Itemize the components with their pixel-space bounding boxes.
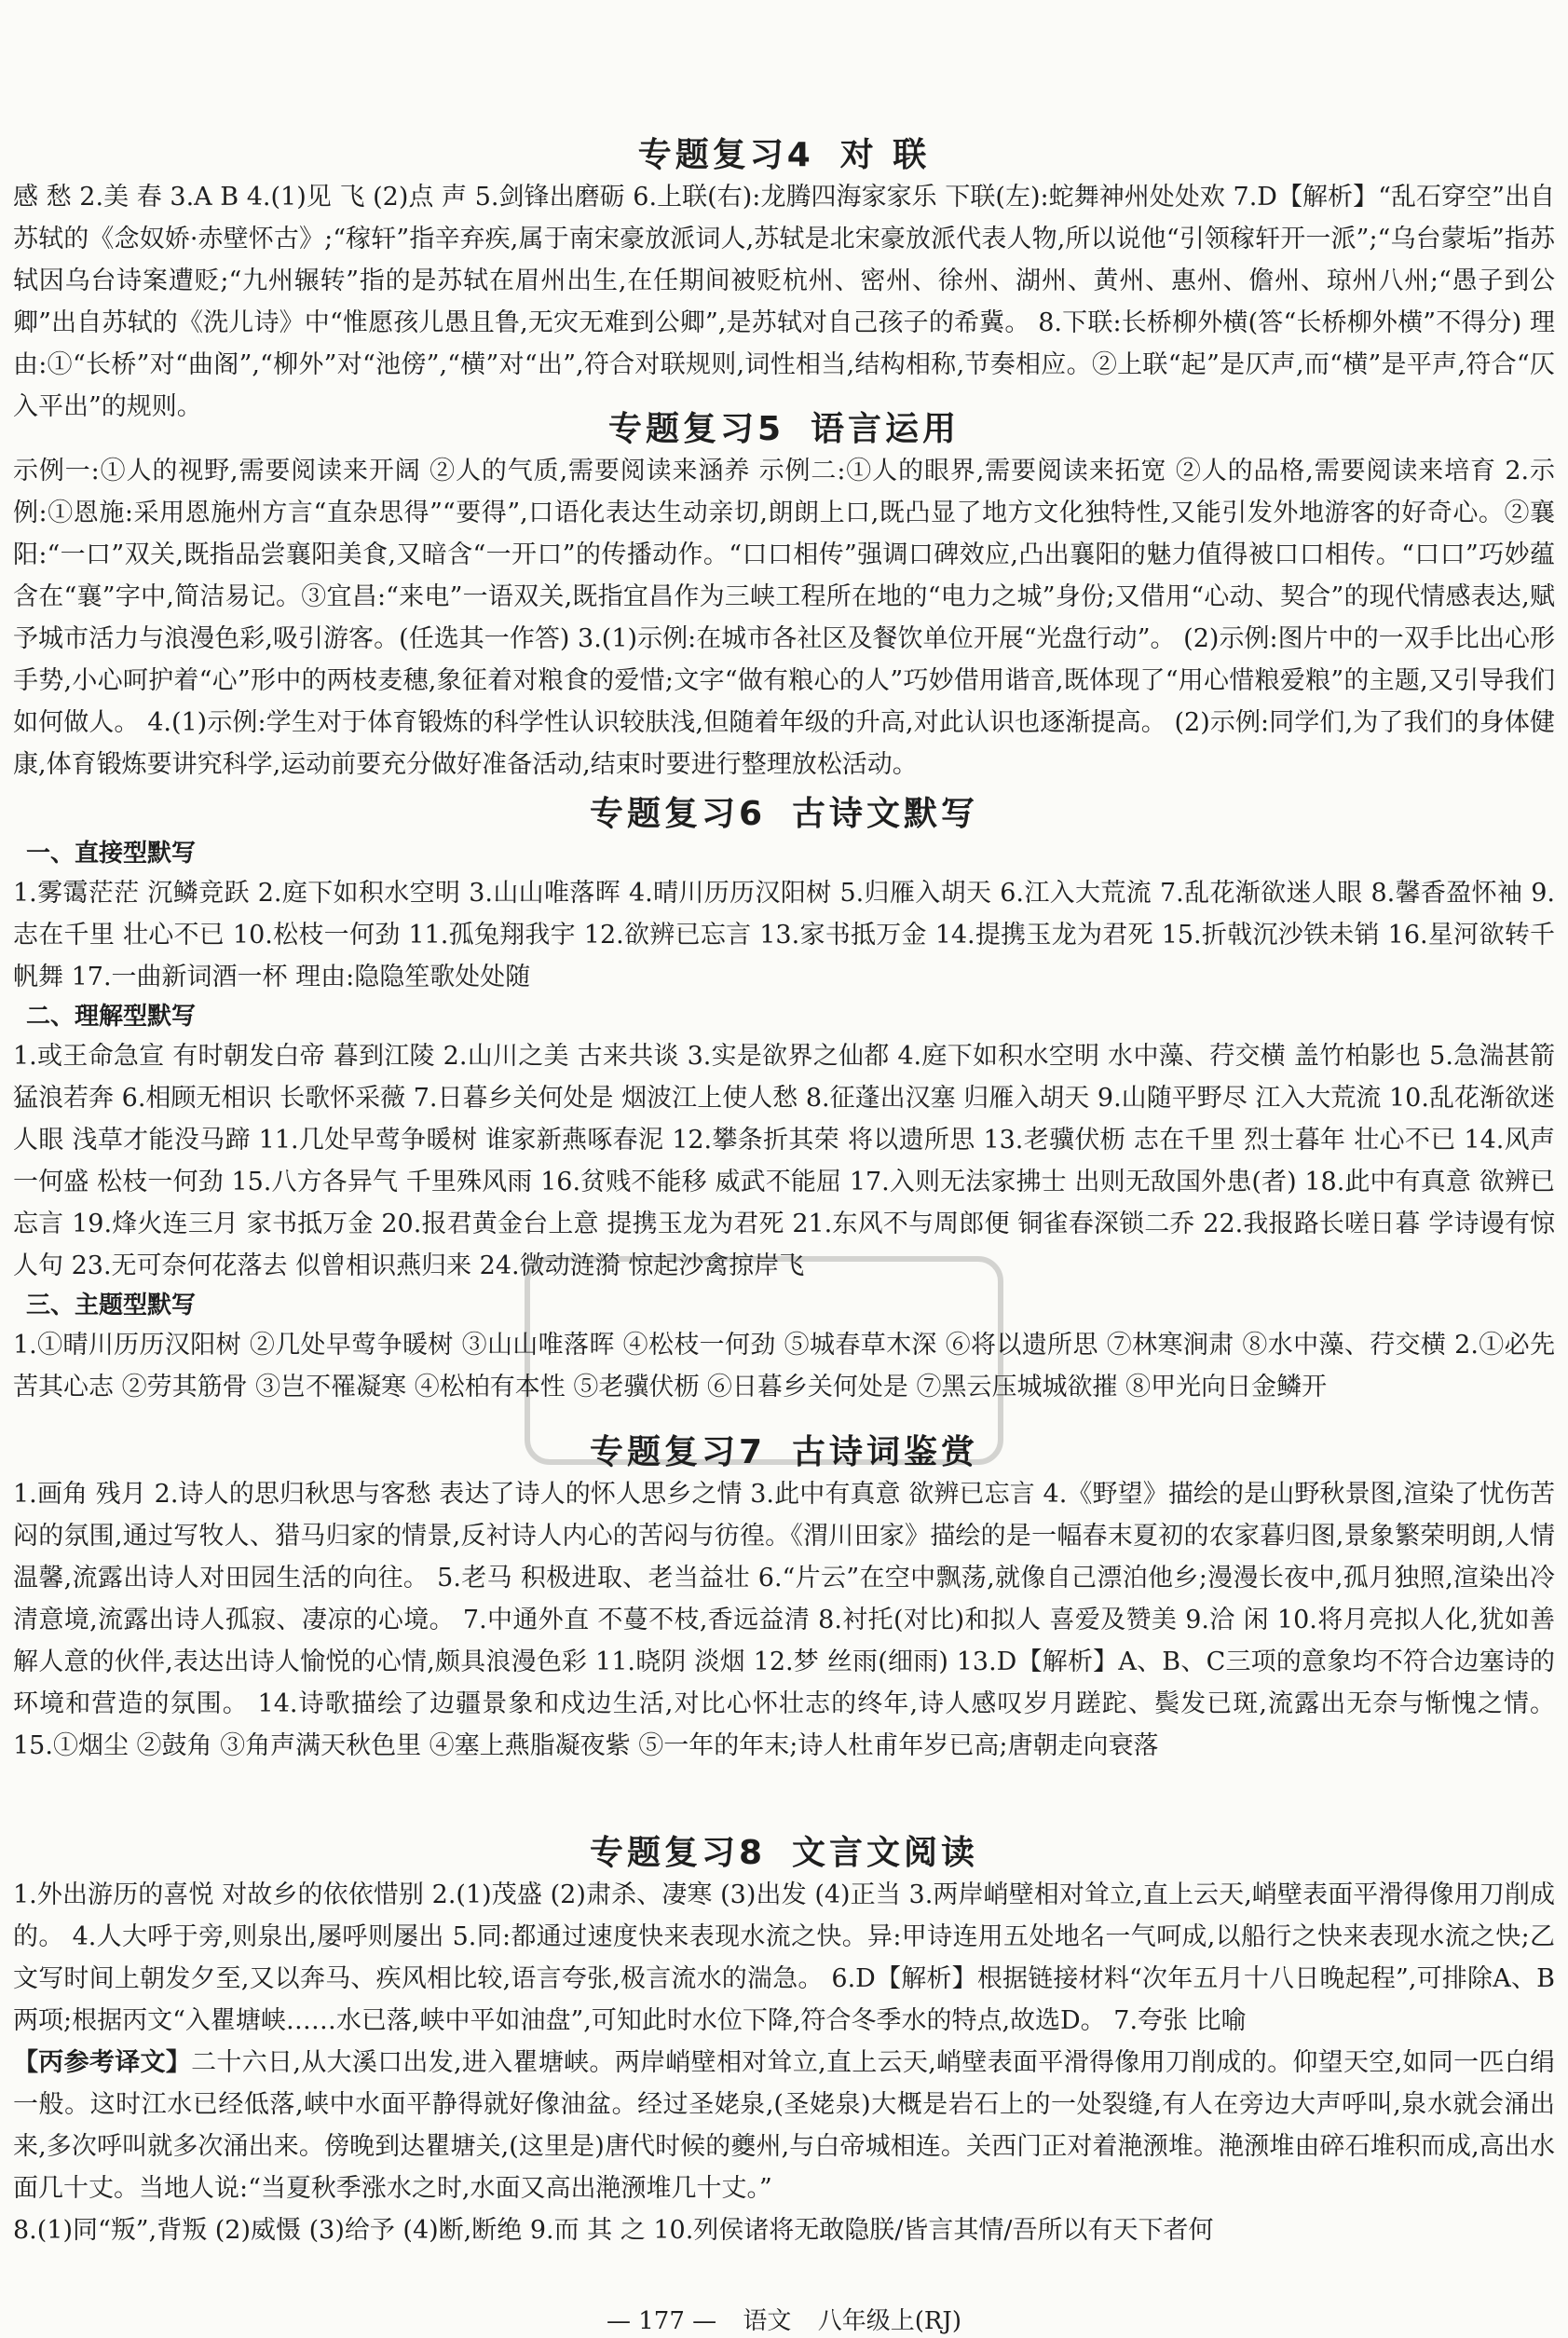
section-number: 专题复习5 (607, 410, 785, 448)
answer-paragraph: 8.(1)同“叛”,背叛 (2)威慑 (3)给予 (4)断,断绝 9.而 其 之 10.列侯诸将无敢隐朕/皆言其情/吾所以有天下者何 (13, 2216, 1214, 2245)
translation-text: 二十六日,从大溪口出发,进入瞿塘峡。两岸峭壁相对耸立,直上云天,峭壁表面平滑得像用刀削成的。仰望天空,如同一匹白绢一般。这时江水已经低落,峡中水面平静得就好像油盆。经过圣姥泉,(圣姥泉)大概是岩石上的一处裂缝,有人在旁边大声呼叫,泉水就会涌出来,多次呼叫就多次涌出来。 (13, 2048, 1555, 2161)
group-heading: 二、理解型默写 (26, 1003, 197, 1031)
page-number: — 177 — (607, 2307, 717, 2335)
section-title (0, 1426, 1568, 1473)
section-subtitle: 语言运用 (811, 410, 961, 448)
section-title (0, 129, 1568, 176)
section-subtitle: 对 联 (839, 136, 931, 174)
answer-paragraph: 1.外出游历的喜悦 对故乡的依依惜别 2.(1)茂盛 (2)肃杀、凄寒 (3)出发 (4)正当 3.两岸峭壁相对耸立,直上云天,峭壁表面平滑得像用刀削成的。 4.人大呼于旁,则泉出,屡呼则屡出 5.同:都通过速度快来表现水流之快。异:甲诗连用五处地名一气呵成,以船行之快来表现水流之快;乙文写时间上朝发夕至,又以奔马、疾风相比较,语言夸张,极言流水的湍急。 6.D【解析】根据链接材料“次年五月十八日晚起程”,可排除A、B两项;根据丙文“入瞿塘峡……水已落,峡中平如油盘”,可知此时水位下降,符合冬季水的特点,故选D。 7.夸张 比喻 (13, 1880, 1555, 2035)
section-6 (0, 787, 1568, 1408)
section-title (0, 403, 1568, 450)
translation-paragraph (0, 2042, 1568, 2209)
section-title (0, 787, 1568, 835)
section-subtitle: 古诗文默写 (792, 795, 979, 833)
section-7 (0, 1426, 1568, 1767)
section-5 (0, 403, 1568, 786)
answer-paragraph: 示例一:①人的视野,需要阅读来开阔 ②人的气质,需要阅读来涵养 示例二:①人的眼界,需要阅读来拓宽 ②人的品格,需要阅读来培育 2.示例:①恩施:采用恩施州方言“直杂思得”“要得”,口语化表达生动亲切,朗朗上口,既凸显了地方文化独特性,又能引发外地游客的好奇心。②襄阳:“一口”双关,既指品尝襄阳美食,又暗含“一开口”的传播动作。“口口相传”强调口碑效应,凸出襄阳的魅力值得被口口相传。“口口”巧妙蕴含在“襄”字中,简洁易记。③宜昌:“来电”一语双关,既指宜昌作为三峡工程所在地的“电力之城”身份;又借用“心动、契合”的现代情感表达,赋予城市活力与浪漫色彩,吸引游客。(任选其一作答) 3.(1)示例:在城市各社区及餐饮单位开展“光盘行动”。 (2)示例:图片中的一双手比出心形手势,小心呵护着“心”形中的两枝麦穗,象征着对粮食的爱惜;文字“做有粮心的人”巧妙借用谐音,既体现了“用心惜粮爱粮”的主题,又引导我们如何做人。 4.(1)示例:学生对于体育锻炼的科学性认识较肤浅,但随着年级的升高,对此认识也逐渐提高。 (2)示例:同学们,为了我们的身体健康,体育锻炼要讲究科学,运动前要充分做好准备活动,结束时要进行整理放松活动。 (13, 457, 1555, 779)
section-8 (0, 1826, 1568, 2251)
answer-paragraph: 1.①晴川历历汉阳树 ②几处早莺争暖树 ③山山唯落晖 ④松枝一何劲 ⑤城春草木深 ⑥将以遗所思 ⑦林寒涧肃 ⑧水中藻、荇交横 2.①必先苦其心志 ②劳其筋骨 ③岂不罹凝寒 ④松柏有本性 ⑤老骥伏枥 ⑥日暮乡关何处是 ⑦黑云压城城欲摧 ⑧甲光向日金鳞开 (13, 1331, 1555, 1401)
answer-paragraph: 1.或王命急宣 有时朝发白帝 暮到江陵 2.山川之美 古来共谈 3.实是欲界之仙都 4.庭下如积水空明 水中藻、荇交横 盖竹柏影也 5.急湍甚箭 猛浪若奔 6.相顾无相识 长歌怀采薇 7.日暮乡关何处是 烟波江上使人愁 8.征蓬出汉塞 归雁入胡天 9.山随平野尽 江入大荒流 10.乱花渐欲迷人眼 浅草才能没马蹄 11.几处早莺争暖树 谁家新燕啄春泥 12.攀条折其荣 将以遗所思 13.老骥伏枥 志在千里 烈士暮年 壮心不已 14.风声一何盛 松枝一何劲 15.八方各异气 千里殊风雨 16.贫贱不能移 威武不能屈 17.入则无法家拂士 出则无敌国外患(者) 18.此中有真意 欲辨已忘言 19.烽火连三月 家书抵万金 20.报君黄金台上意 提携玉龙为君死 21.东风不与周郎便 铜雀春深锁二乔 22.我报路长嗟日暮 学诗谩有惊人句 23.无可奈何花落去 似曾相识燕归来 24.微动涟漪 惊起沙禽掠岸飞 (13, 1042, 1555, 1280)
translation-label: 【丙参考译文】 (13, 2048, 192, 2077)
section-title (0, 1826, 1568, 1874)
group-heading: 三、主题型默写 (26, 1292, 197, 1319)
translation-text-2: 傍晚到达瞿塘关,(这里是)唐代时候的夔州,与白帝城相连。关西门正对着滟滪堆。滟滪堆由碎石堆积而成,高出水面几十丈。当地人说:“当夏秋季涨水之时,水面又高出滟滪堆几十丈。” (13, 2132, 1555, 2203)
section-number: 专题复习4 (637, 136, 814, 174)
section-number: 专题复习6 (589, 795, 767, 833)
grade-label: 八年级上(RJ) (817, 2307, 961, 2335)
page-footer (0, 2302, 1568, 2336)
subject-label: 语文 (743, 2307, 792, 2335)
section-number: 专题复习7 (589, 1433, 767, 1471)
section-4 (0, 129, 1568, 428)
answer-paragraph: 1.雾霭茫茫 沉鳞竞跃 2.庭下如积水空明 3.山山唯落晖 4.晴川历历汉阳树 5.归雁入胡天 6.江入大荒流 7.乱花渐欲迷人眼 8.馨香盈怀袖 9.志在千里 壮心不已 10.松枝一何劲 11.孤兔翔我宇 12.欲辨已忘言 13.家书抵万金 14.提携玉龙为君死 15.折戟沉沙铁未销 16.星河欲转千帆舞 17.一曲新词酒一杯 理由:隐隐笙歌处处随 (13, 879, 1555, 991)
section-number: 专题复习8 (589, 1834, 767, 1872)
section-subtitle: 文言文阅读 (792, 1834, 979, 1872)
answer-paragraph: 感 愁 2.美 春 3.A B 4.(1)见 飞 (2)点 声 5.剑锋出磨砺 6.上联(右):龙腾四海家家乐 下联(左):蛇舞神州处处欢 7.D【解析】“乱石穿空”出自苏轼的《念奴娇·赤壁怀古》;“稼轩”指辛弃疾,属于南宋豪放派词人,苏轼是北宋豪放派代表人物,所以说他“引领稼轩开一派”;“乌台蒙垢”指苏轼因乌台诗案遭贬;“九州辗转”指的是苏轼在眉州出生,在任期间被贬杭州、密州、徐州、湖州、黄州、惠州、儋州、琼州八州;“愚子到公卿”出自苏轼的《洗儿诗》中“惟愿孩儿愚且鲁,无灾无难到公卿”,是苏轼对自己孩子的希冀。 8.下联:长桥柳外横(答“长桥柳外横”不得分) 理由:①“长桥”对“曲阁”,“柳外”对“池傍”,“横”对“出”,符合对联规则,词性相当,结构相称,节奏相应。②上联“起”是仄声,而“横”是平声,符合“仄入平出”的规则。 (13, 183, 1555, 421)
answer-paragraph: 1.画角 残月 2.诗人的思归秋思与客愁 表达了诗人的怀人思乡之情 3.此中有真意 欲辨已忘言 4.《野望》描绘的是山野秋景图,渲染了忧伤苦闷的氛围,通过写牧人、猎马归家的情景,反衬诗人内心的苦闷与彷徨。《渭川田家》描绘的是一幅春末夏初的农家暮归图,景象繁荣明朗,人情温馨,流露出诗人对田园生活的向往。 5.老马 积极进取、老当益壮 6.“片云”在空中飘荡,就像自己漂泊他乡;漫漫长夜中,孤月独照,渲染出冷清意境,流露出诗人孤寂、凄凉的心境。 7.中通外直 不蔓不枝,香远益清 8.衬托(对比)和拟人 喜爱及赞美 9.洽 闲 10.将月亮拟人化,犹如善解人意的伙伴,表达出诗人愉悦的心情,颇具浪漫色彩 11.晓阴 淡烟 12.梦 丝雨(细雨) 13.D【解析】A、B、C三项的意象均不符合边塞诗的环境和营造的氛围。 14.诗歌描绘了边疆景象和戍边生活,对比心怀壮志的终年,诗人感叹岁月蹉跎、鬓发已斑,流露出无奈与惭愧之情。 15.①烟尘 ②鼓角 ③角声满天秋色里 ④塞上燕脂凝夜紫 ⑤一年的年末;诗人杜甫年岁已高;唐朝走向衰落 (13, 1480, 1555, 1760)
section-subtitle: 古诗词鉴赏 (792, 1433, 979, 1471)
group-heading: 一、直接型默写 (26, 840, 197, 868)
